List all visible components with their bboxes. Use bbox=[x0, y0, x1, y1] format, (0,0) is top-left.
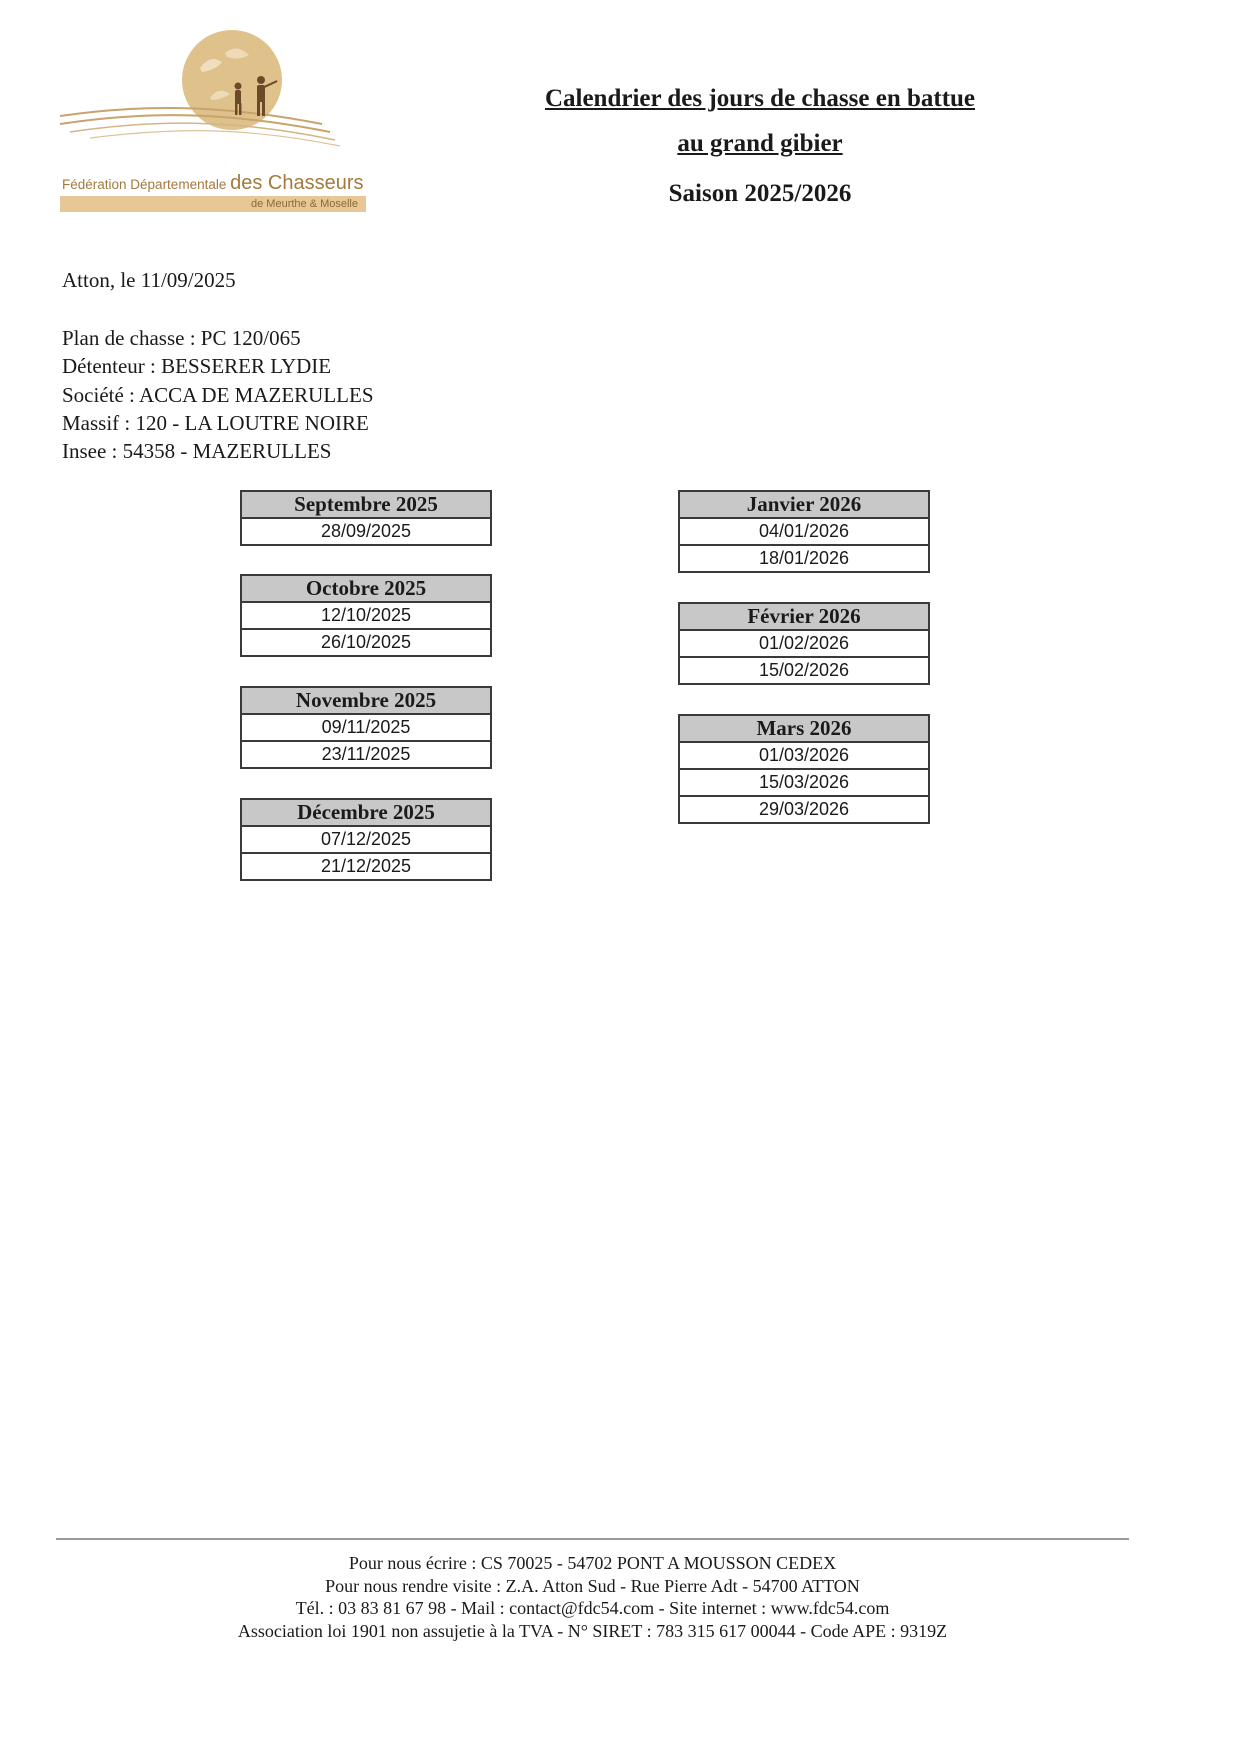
hunters-emblem-icon bbox=[60, 28, 380, 153]
hunt-date: 23/11/2025 bbox=[241, 741, 491, 768]
footer-postal-address: Pour nous écrire : CS 70025 - 54702 PONT A MOUSSON CEDEX bbox=[348, 1553, 837, 1573]
hunt-date: 28/09/2025 bbox=[241, 518, 491, 545]
month-table-novembre bbox=[240, 686, 492, 769]
federation-logo bbox=[60, 28, 380, 210]
org-region: de Meurthe & Moselle bbox=[60, 196, 366, 212]
hunt-date: 15/03/2026 bbox=[679, 769, 929, 796]
detenteur-line: Détenteur : BESSERER LYDIE bbox=[62, 354, 332, 379]
hunt-date: 29/03/2026 bbox=[679, 796, 929, 823]
hunt-date: 09/11/2025 bbox=[241, 714, 491, 741]
month-header: Septembre 2025 bbox=[241, 491, 491, 518]
month-table-mars bbox=[678, 714, 930, 824]
month-header: Janvier 2026 bbox=[679, 491, 929, 518]
month-table-decembre bbox=[240, 798, 492, 881]
hunt-date: 18/01/2026 bbox=[679, 545, 929, 572]
month-table-octobre bbox=[240, 574, 492, 657]
place-date: Atton, le 11/09/2025 bbox=[62, 268, 236, 292]
footer-legal-info: Association loi 1901 non assujetie à la TVA - N° SIRET : 783 315 617 00044 - Code APE : 9319Z bbox=[237, 1620, 948, 1641]
month-header: Décembre 2025 bbox=[241, 799, 491, 826]
hunt-date: 12/10/2025 bbox=[241, 602, 491, 629]
massif-line: Massif : 120 - LA LOUTRE NOIRE bbox=[62, 410, 369, 435]
month-header: Février 2026 bbox=[679, 603, 929, 630]
month-header: Mars 2026 bbox=[679, 715, 929, 742]
hunt-date: 26/10/2025 bbox=[241, 629, 491, 656]
month-table-janvier bbox=[678, 490, 930, 573]
hunt-date: 21/12/2025 bbox=[241, 853, 491, 880]
org-name-prefix: Fédération Départementale bbox=[62, 177, 227, 192]
hunt-date: 01/03/2026 bbox=[679, 742, 929, 769]
footer-phone-mail-web: Tél. : 03 83 81 67 98 - Mail : contact@fdc54.com - Site internet : www.fdc54.com bbox=[295, 1598, 890, 1618]
org-name-main: des Chasseurs bbox=[230, 172, 364, 194]
hunt-plan-details bbox=[62, 324, 374, 465]
title-line-2: au grand gibier bbox=[677, 130, 843, 157]
season-title: Saison 2025/2026 bbox=[668, 180, 852, 207]
hunt-date: 15/02/2026 bbox=[679, 657, 929, 684]
title-line-1: Calendrier des jours de chasse en battue bbox=[544, 85, 976, 112]
month-header: Novembre 2025 bbox=[241, 687, 491, 714]
hunt-date: 01/02/2026 bbox=[679, 630, 929, 657]
month-table-septembre bbox=[240, 490, 492, 546]
footer-contact bbox=[0, 1552, 1185, 1642]
plan-de-chasse-line: Plan de chasse : PC 120/065 bbox=[62, 326, 301, 350]
month-table-fevrier bbox=[678, 602, 930, 685]
hunt-date: 04/01/2026 bbox=[679, 518, 929, 545]
month-header: Octobre 2025 bbox=[241, 575, 491, 602]
hunt-date: 07/12/2025 bbox=[241, 826, 491, 853]
footer-divider bbox=[56, 1538, 1129, 1540]
insee-line: Insee : 54358 - MAZERULLES bbox=[62, 439, 332, 464]
document-title bbox=[500, 76, 1020, 212]
societe-line: Société : ACCA DE MAZERULLES bbox=[62, 382, 374, 407]
footer-visit-address: Pour nous rendre visite : Z.A. Atton Sud - Rue Pierre Adt - 54700 ATTON bbox=[325, 1575, 860, 1596]
